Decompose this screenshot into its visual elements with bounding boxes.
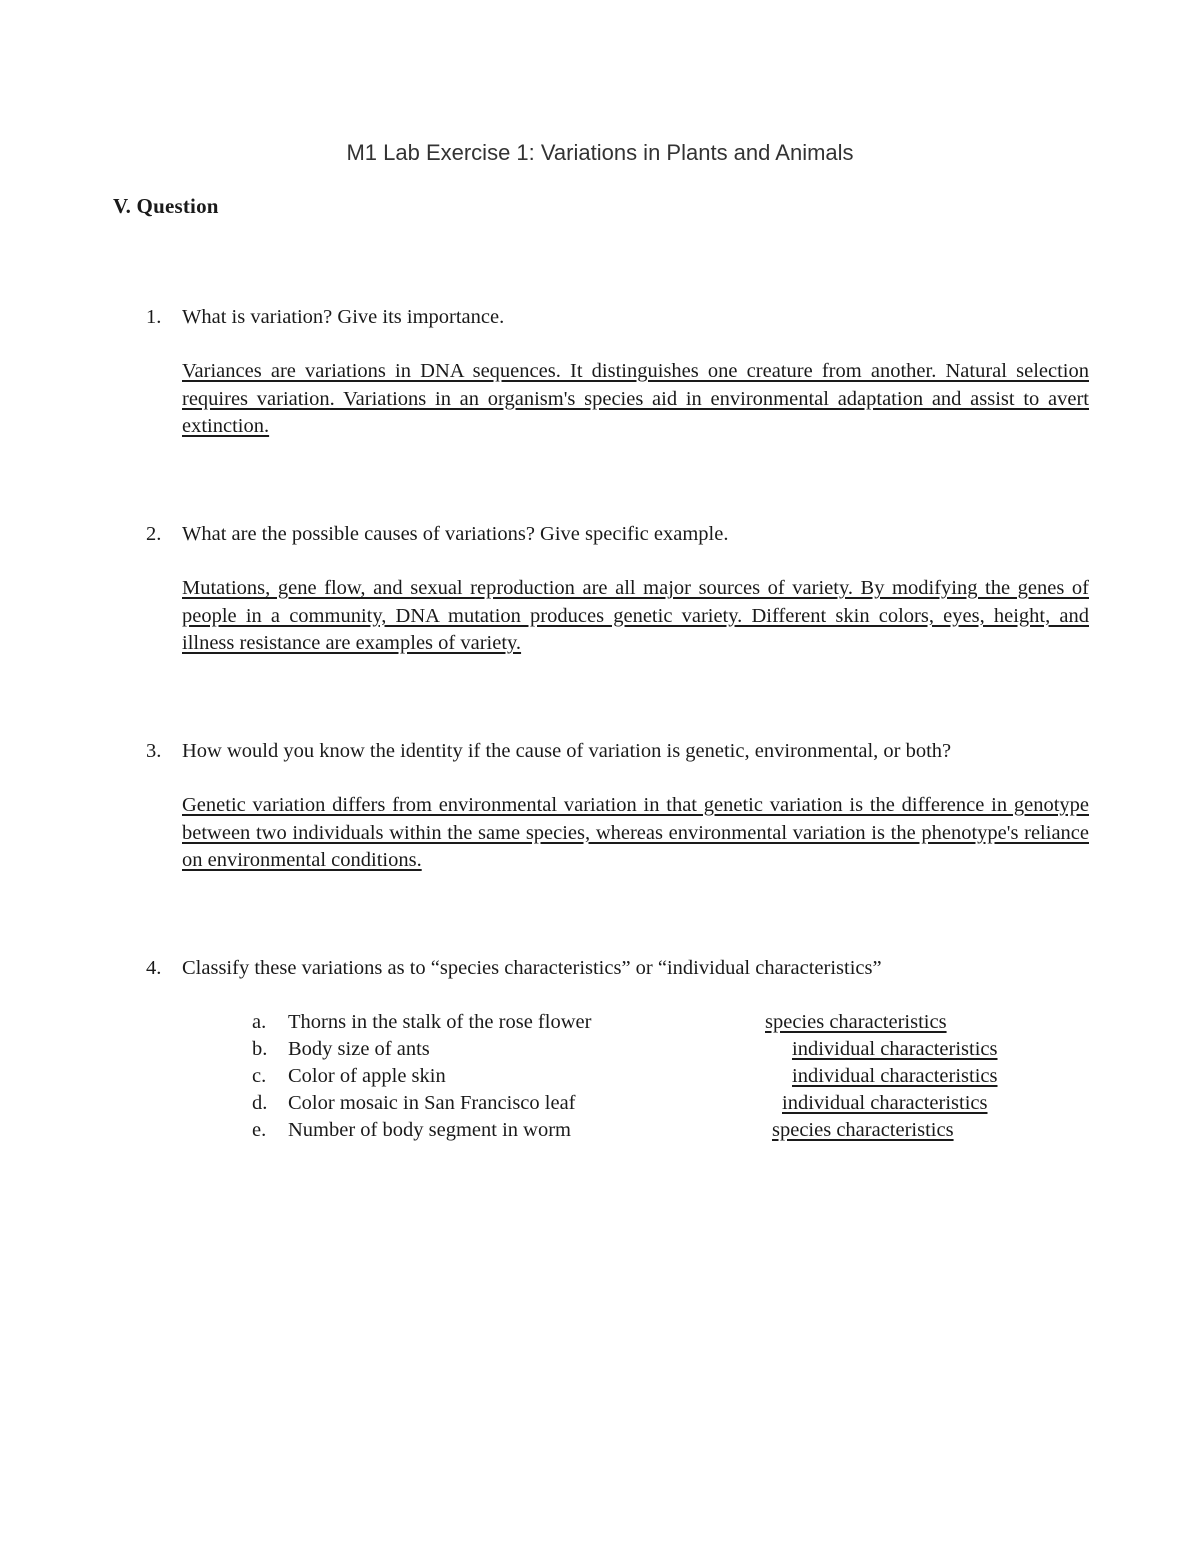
list-item-answer: species characteristics (772, 1119, 954, 1141)
list-item-answer: species characteristics (765, 1011, 947, 1033)
list-item-answer: individual characteristics (782, 1092, 988, 1114)
list-item-text: Thorns in the stalk of the rose flower (288, 1011, 592, 1033)
list-item (252, 1011, 1072, 1038)
list-item-text: Color mosaic in San Francisco leaf (288, 1092, 576, 1114)
question-text: Classify these variations as to “species characteristics” or “individual characteristics” (182, 957, 882, 979)
list-item-answer: individual characteristics (792, 1038, 998, 1060)
list-item-letter: b. (252, 1038, 268, 1060)
list-item (252, 1092, 1072, 1119)
answer-text: Variances are variations in DNA sequences. It distinguishes one creature from another. Natural selection requires variation. Variations in an organism's species aid in environmental adaptation and assist to avert extinction. (182, 360, 1089, 437)
section-heading: V. Question (113, 194, 219, 218)
list-item-letter: d. (252, 1092, 268, 1114)
question-text: What are the possible causes of variations? Give specific example. (182, 523, 729, 545)
list-item-text: Color of apple skin (288, 1065, 446, 1087)
answer-text: Genetic variation differs from environmental variation in that genetic variation is the difference in genotype between two individuals within the same species, whereas environmental variation is the phenotype's reliance on environmental conditions. (182, 794, 1089, 871)
list-item-letter: a. (252, 1011, 267, 1033)
question-text: How would you know the identity if the cause of variation is genetic, environmental, or both? (182, 740, 952, 762)
classification-list (252, 1011, 1072, 1146)
list-item-answer: individual characteristics (792, 1065, 998, 1087)
document-title: M1 Lab Exercise 1: Variations in Plants and Animals (346, 140, 854, 165)
question-number: 4. (146, 957, 162, 979)
question-number: 2. (146, 523, 162, 545)
answer-text: Mutations, gene flow, and sexual reproduction are all major sources of variety. By modifying the genes of people in a community, DNA mutation produces genetic variety. Different skin colors, eyes, height, and illness resistance are examples of variety. (182, 577, 1089, 654)
question-number: 1. (146, 306, 162, 328)
list-item (252, 1119, 1072, 1146)
question-text: What is variation? Give its importance. (182, 306, 505, 328)
list-item-text: Body size of ants (288, 1038, 430, 1060)
list-item-text: Number of body segment in worm (288, 1119, 571, 1141)
question-number: 3. (146, 740, 162, 762)
list-item (252, 1065, 1072, 1092)
list-item-letter: e. (252, 1119, 267, 1141)
list-item-letter: c. (252, 1065, 267, 1087)
list-item (252, 1038, 1072, 1065)
